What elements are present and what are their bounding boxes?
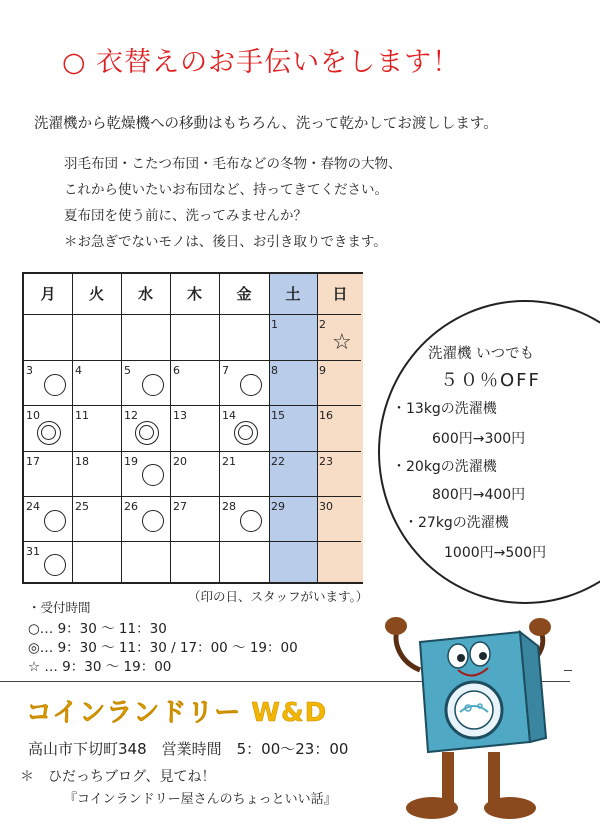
calendar-day: 2 [319,318,326,331]
page-title: ○ 衣替えのお手伝いをします！ [62,47,461,78]
circle-mark-icon [142,510,164,532]
weekday-tue: 火 [88,285,104,303]
weekday-wed: 水 [137,285,153,303]
intro-text: 洗濯機から乾燥機への移動はもちろん、洗って乾かしてお渡しします。 [34,116,498,132]
calendar-day: 4 [75,364,82,377]
weekday-fri: 金 [236,285,252,303]
calendar-day: 5 [124,364,131,377]
circle-mark-icon [240,374,262,396]
calendar-day: 11 [75,409,89,422]
calendar-day: 25 [75,500,89,513]
price-item-price: 800円→400円 [432,487,526,503]
circle-mark-icon [142,374,164,396]
calendar-day: 10 [26,409,40,422]
calendar-day: 21 [222,455,236,468]
intro-line: 夏布団を使う前に、洗ってみませんか？ [64,208,307,224]
price-item-name: ・20kgの洗濯機 [392,459,497,475]
calendar-day: 18 [75,455,89,468]
calendar-day: 23 [319,455,333,468]
hours-label: ・受付時間 [28,600,91,615]
calendar-day: 15 [271,409,285,422]
star-mark-icon: ☆ [332,330,352,355]
double-circle-mark-icon [135,421,159,445]
calendar-day: 27 [173,500,187,513]
calendar-day: 17 [26,455,40,468]
circle-mark-icon [142,464,164,486]
hours-row: ☆ … 9：30 〜 19：00 [28,659,172,675]
intro-line: これから使いたいお布団など、持ってきてください。 [64,182,388,198]
calendar-day: 29 [271,500,285,513]
blog-title: 『コインランドリー屋さんのちょっといい話』 [64,792,337,807]
weekday-thu: 木 [186,285,202,303]
intro-line: ＊お急ぎでないモノは、後日、お引き取りできます。 [64,234,387,250]
circle-mark-icon [240,510,262,532]
weekday-mon: 月 [40,285,56,303]
weekday-sun: 日 [332,285,348,303]
calendar-day: 9 [319,364,326,377]
calendar-day: 24 [26,500,40,513]
calendar-day: 22 [271,455,285,468]
price-item-name: ・27kgの洗濯機 [404,515,509,531]
calendar-day: 28 [222,500,236,513]
price-heading: 洗濯機 いつでも [428,346,535,362]
calendar-day: 14 [222,409,236,422]
brand-logo: コインランドリー W&D [26,698,328,728]
staff-note: （印の日、スタッフがいます。） [188,589,369,604]
calendar [22,272,363,584]
circle-mark-icon [44,554,66,576]
blog-note: ＊ ひだっちブログ、見てね！ [20,769,216,785]
circle-mark-icon [44,510,66,532]
calendar-day: 20 [173,455,187,468]
calendar-day: 13 [173,409,187,422]
calendar-day: 26 [124,500,138,513]
price-discount: ５０％OFF [440,370,541,391]
double-circle-mark-icon [37,421,61,445]
calendar-day: 16 [319,409,333,422]
calendar-day: 31 [26,545,40,558]
washing-machine-mascot-icon [380,612,580,827]
weekday-sat: 土 [285,285,301,303]
price-item-name: ・13kgの洗濯機 [392,401,497,417]
calendar-day: 12 [124,409,138,422]
calendar-day: 8 [271,364,278,377]
price-item-price: 1000円→500円 [444,545,547,561]
hours-row: ○… 9：30 〜 11：30 [28,621,167,637]
calendar-day: 30 [319,500,333,513]
calendar-day: 1 [271,318,278,331]
intro-line: 羽毛布団・こたつ布団・毛布などの冬物・春物の大物、 [64,156,402,172]
circle-mark-icon [44,374,66,396]
calendar-day: 3 [26,364,33,377]
hours-row: ◎… 9：30 〜 11：30 / 17：00 〜 19：00 [28,640,298,656]
calendar-day: 7 [222,364,229,377]
calendar-day: 19 [124,455,138,468]
address: 高山市下切町348 営業時間 5：00〜23：00 [28,740,349,758]
price-item-price: 600円→300円 [432,431,526,447]
calendar-day: 6 [173,364,180,377]
double-circle-mark-icon [234,421,258,445]
